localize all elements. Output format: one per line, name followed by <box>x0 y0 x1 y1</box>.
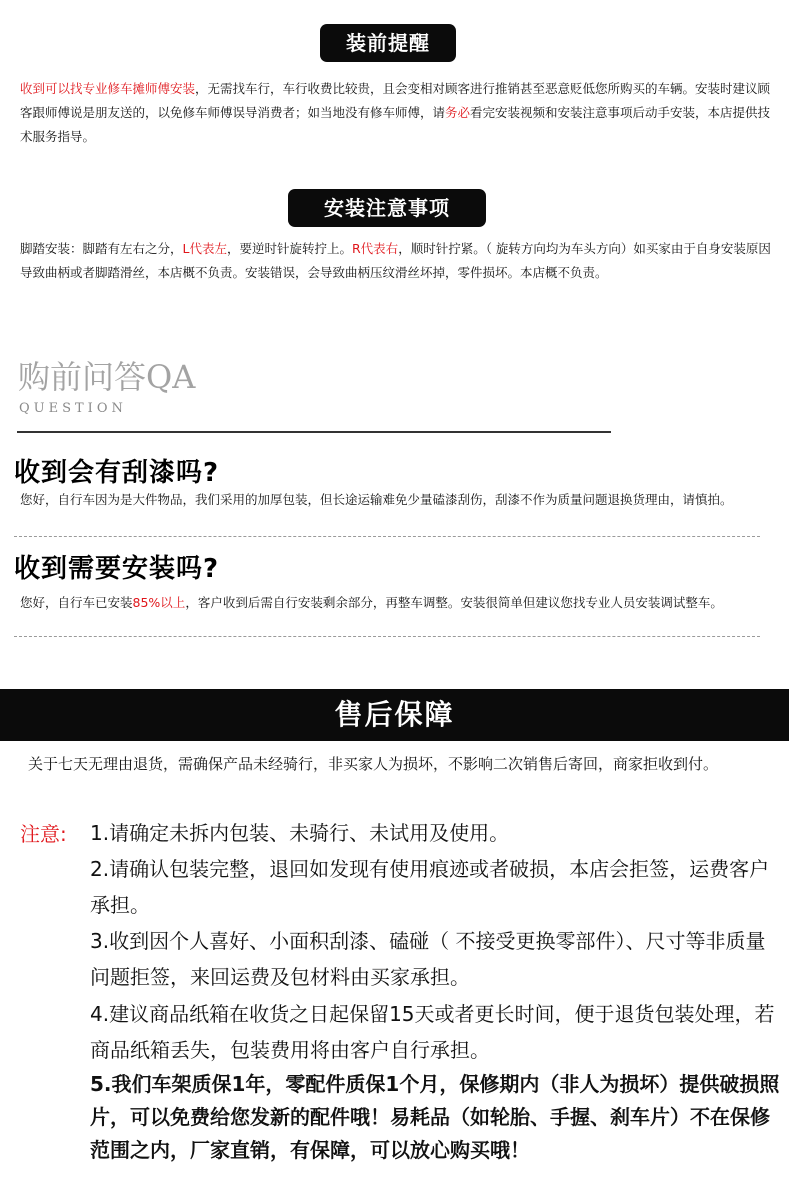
question-1: 收到会有刮漆吗? <box>14 458 220 488</box>
notice-item-2: 2.请确认包装完整，退回如发现有使用痕迹或者破损，本店会拒签，运费客户承担。 <box>90 857 770 917</box>
notice-item-5: 5.我们车架质保1年，零配件质保1个月，保修期内（非人为损坏）提供破损照片，可以免费给您发新的配件哦！易耗品（如轮胎、手握、刹车片）不在保修范围之内，厂家直销，有保障，可以放心购买哦！ <box>90 1072 780 1162</box>
left-pedal-label: L代表左 <box>182 241 227 256</box>
notice-label: 注意: <box>20 822 67 846</box>
reminder-highlight: 收到可以找专业修车摊师傅安装 <box>20 81 196 96</box>
install-notes-text-1: 脚踏安装：脚踏有左右之分， <box>20 241 183 256</box>
right-pedal-label: R代表右 <box>352 241 399 256</box>
reminder-paragraph <box>20 77 772 149</box>
reminder-highlight-2: 务必 <box>445 105 471 120</box>
answer-2-text-1: 您好，自行车已安装 <box>20 595 133 610</box>
install-notes-text-3: ，顺时针拧紧。（ 旋转方向均为车头方向）如买家由于自身安装原因导致曲柄或者脚踏滑丝，本店概不负责。安装错误，会导致曲柄压纹滑丝坏掉，零件损坏。本店概不负责。 <box>20 241 771 280</box>
reminder-text-1: ，无需找车行，车行收费比较贵，且会变相对顾客进行推销甚至恶意贬低您所购买的车辆。安装时建议顾客跟师傅说是朋友送的，以免修车师傅误导消费者；如当地没有修车师傅，请 <box>20 81 771 120</box>
answer-2-text-2: ，客户收到后需自行安装剩余部分，再整车调整。安装很简单但建议您找专业人员安装调试整车。 <box>185 595 723 610</box>
dashed-divider-1 <box>14 536 760 537</box>
answer-1: 您好，自行车因为是大件物品，我们采用的加厚包装，但长途运输难免少量磕漆刮伤，刮漆不作为质量问题退换货理由，请慎拍。 <box>20 492 733 507</box>
qa-title: 购前问答QA <box>18 358 196 396</box>
qa-subtitle: QUESTION <box>19 401 127 416</box>
answer-2 <box>20 592 772 614</box>
after-sales-banner: 售后保障 <box>0 689 789 741</box>
install-notes-text-2: ，要逆时针旋转拧上。 <box>226 241 352 256</box>
reminder-text-2: 看完安装视频和安装注意事项后动手安装，本店提供技术服务指导。 <box>20 105 771 144</box>
answer-2-highlight: 85%以上 <box>132 595 186 610</box>
notice-item-4: 4.建议商品纸箱在收货之日起保留15天或者更长时间，便于退货包装处理，若商品纸箱丢失，包装费用将由客户自行承担。 <box>90 1002 775 1062</box>
qa-divider <box>17 431 611 433</box>
after-sales-intro: 关于七天无理由退货，需确保产品未经骑行，非买家人为损坏，不影响二次销售后寄回，商家拒收到付。 <box>28 755 719 773</box>
reminder-title: 装前提醒 <box>320 24 456 62</box>
dashed-divider-2 <box>14 636 760 637</box>
install-notes-paragraph <box>20 237 772 285</box>
question-2: 收到需要安装吗? <box>14 554 220 584</box>
install-notes-title: 安装注意事项 <box>288 189 486 227</box>
notice-item-3: 3.收到因个人喜好、小面积刮漆、磕碰（ 不接受更换零部件）、尺寸等非质量问题拒签，来回运费及包材料由买家承担。 <box>90 929 766 989</box>
notice-item-1: 1.请确定未拆内包装、未骑行、未试用及使用。 <box>90 821 510 845</box>
